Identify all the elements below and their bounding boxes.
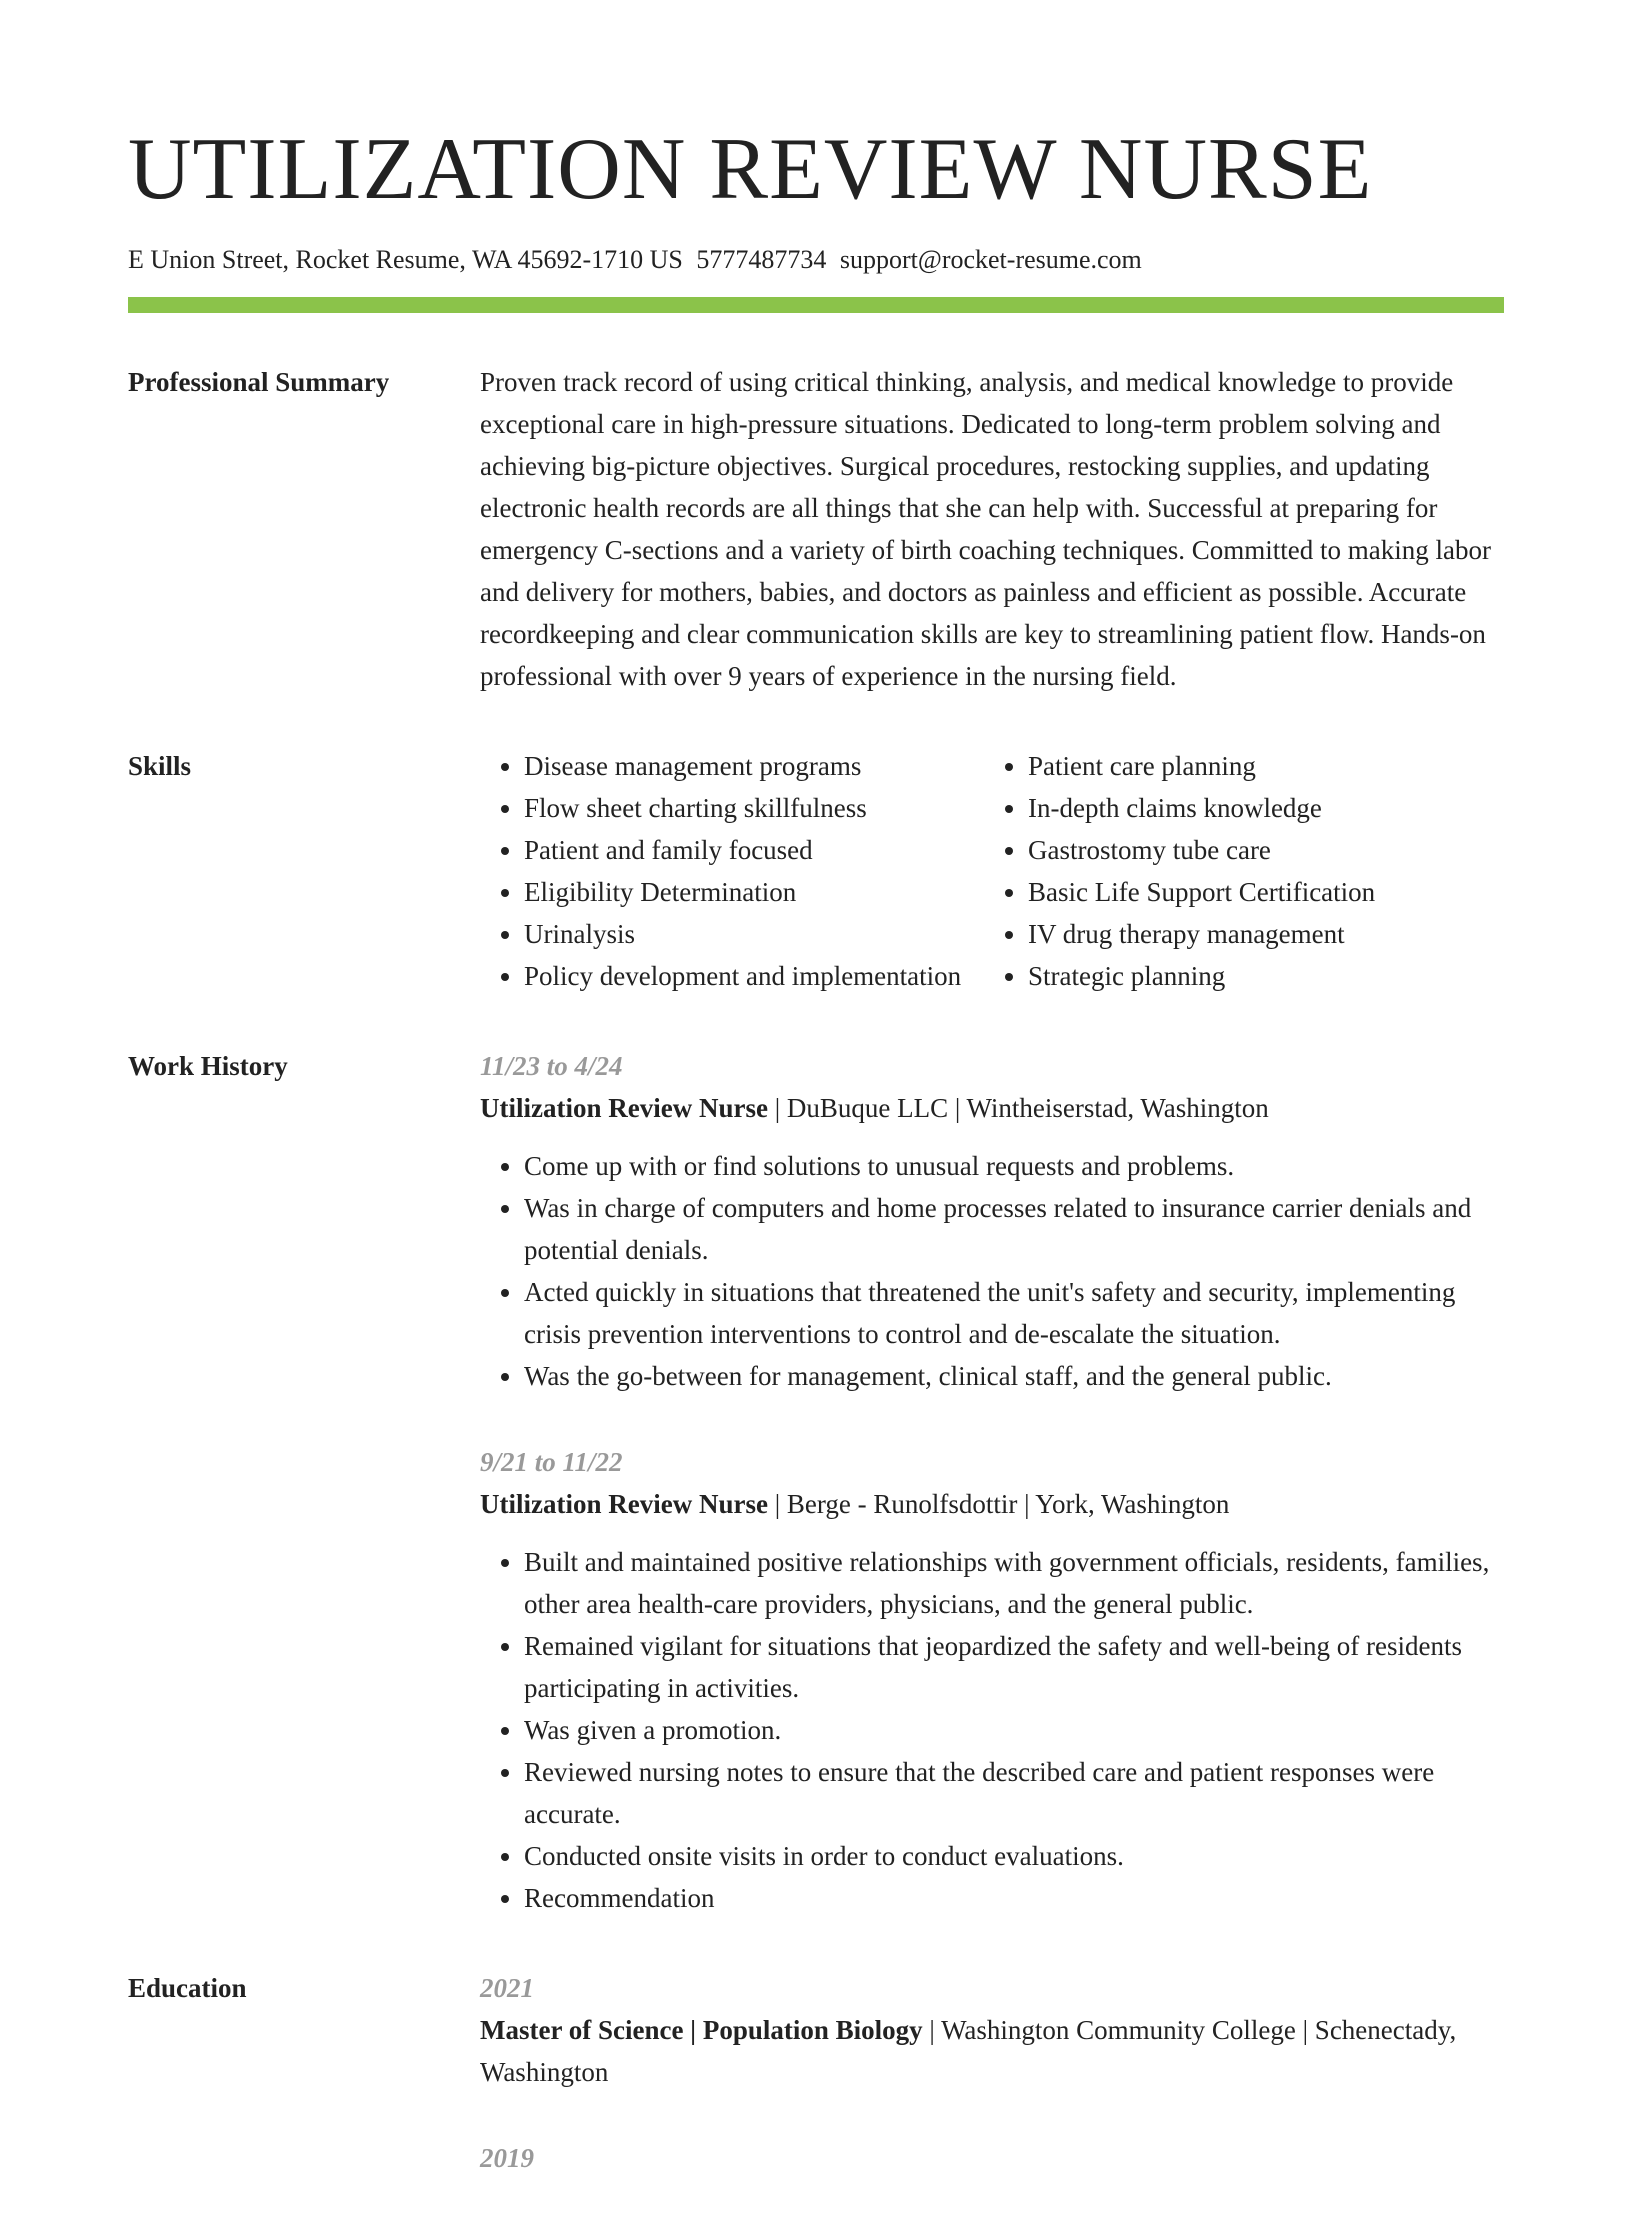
skills-section — [128, 745, 1504, 997]
job-entry — [480, 1441, 1504, 1919]
work-history-body — [480, 1045, 1504, 1919]
education-entry — [480, 1967, 1504, 2093]
education-year: 2021 — [480, 1973, 534, 2003]
job-role-line — [480, 1483, 1504, 1525]
job-bullet: • Was the go-between for management, clinical staff, and the general public. — [524, 1355, 1504, 1397]
education-body — [480, 1967, 1504, 2223]
contact-line — [128, 244, 1504, 276]
education-year: 2019 — [480, 2143, 534, 2173]
skill-item: • Gastrostomy tube care — [1028, 829, 1375, 871]
section-label-skills: Skills — [128, 751, 192, 781]
contact-phone: 5777487734 — [696, 245, 827, 274]
skills-column-2 — [984, 745, 1375, 997]
header-divider — [128, 297, 1504, 313]
job-bullet: • Come up with or find solutions to unusual requests and problems. — [524, 1145, 1504, 1187]
job-dates: 11/23 to 4/24 — [480, 1051, 623, 1081]
education-details: | Washington Community College | Schenectady, Washington — [480, 2015, 1457, 2087]
summary-section — [128, 361, 1504, 697]
job-bullet: • Conducted onsite visits in order to conduct evaluations. — [524, 1835, 1504, 1877]
resume-page — [128, 118, 1504, 2223]
job-bullet: • Reviewed nursing notes to ensure that the described care and patient responses were accurate. — [524, 1751, 1504, 1835]
skill-item: • In-depth claims knowledge — [1028, 787, 1375, 829]
education-entry — [480, 2137, 1504, 2179]
job-title: Utilization Review Nurse — [480, 1093, 768, 1123]
skill-item: • Policy development and implementation — [524, 955, 984, 997]
job-bullet: • Was given a promotion. — [524, 1709, 1504, 1751]
skill-item: • Disease management programs — [524, 745, 984, 787]
skill-item: • IV drug therapy management — [1028, 913, 1375, 955]
job-bullet: • Recommendation — [524, 1877, 1504, 1919]
job-bullet: • Was in charge of computers and home processes related to insurance carrier denials and potential denials. — [524, 1187, 1504, 1271]
job-entry — [480, 1045, 1504, 1397]
resume-name: UTILIZATION REVIEW NURSE — [128, 121, 1373, 218]
job-bullet: • Built and maintained positive relationships with government officials, residents, families, other area health-care providers, physicians, and the general public. — [524, 1541, 1504, 1625]
education-section — [128, 1967, 1504, 2223]
skill-item: • Strategic planning — [1028, 955, 1375, 997]
skills-body — [480, 745, 1504, 997]
contact-email: support@rocket-resume.com — [839, 245, 1142, 274]
education-degree: Master of Science | Population Biology — [480, 2015, 923, 2045]
education-line — [480, 2009, 1504, 2093]
skill-item: • Flow sheet charting skillfulness — [524, 787, 984, 829]
summary-text: Proven track record of using critical thinking, analysis, and medical knowledge to provide exceptional care in high-pressure situations. Dedicated to long-term problem solving and achieving big-picture objectives. Surgical procedures, restocking supplies, and updating electronic health records are all things that she can help with. Successful at preparing for emergency C-sections and a variety of birth coaching techniques. Committed to making labor and delivery for mothers, babies, and doctors as painless and efficient as possible. Accurate recordkeeping and clear communication skills are key to streamlining patient flow. Hands-on professional with over 9 years of experience in the nursing field. — [480, 367, 1491, 691]
job-title: Utilization Review Nurse — [480, 1489, 768, 1519]
section-label-education: Education — [128, 1973, 247, 2003]
skill-item: • Patient and family focused — [524, 829, 984, 871]
job-role-line — [480, 1087, 1504, 1129]
summary-body — [480, 361, 1504, 697]
job-bullets — [480, 1541, 1504, 1919]
section-label-summary: Professional Summary — [128, 367, 390, 397]
section-label-work: Work History — [128, 1051, 288, 1081]
skill-item: • Urinalysis — [524, 913, 984, 955]
job-details: | Berge - Runolfsdottir | York, Washington — [767, 1489, 1230, 1519]
skill-item: • Eligibility Determination — [524, 871, 984, 913]
skill-item: • Basic Life Support Certification — [1028, 871, 1375, 913]
job-bullet: • Remained vigilant for situations that jeopardized the safety and well-being of residents participating in activities. — [524, 1625, 1504, 1709]
skill-item: • Patient care planning — [1028, 745, 1375, 787]
job-bullet: • Acted quickly in situations that threatened the unit's safety and security, implementing crisis prevention interventions to control and de-escalate the situation. — [524, 1271, 1504, 1355]
skills-column-1 — [480, 745, 984, 997]
work-history-section — [128, 1045, 1504, 1919]
job-bullets — [480, 1145, 1504, 1397]
job-details: | DuBuque LLC | Wintheiserstad, Washington — [767, 1093, 1269, 1123]
job-dates: 9/21 to 11/22 — [480, 1447, 623, 1477]
contact-address: E Union Street, Rocket Resume, WA 45692-1710 US — [128, 245, 683, 274]
